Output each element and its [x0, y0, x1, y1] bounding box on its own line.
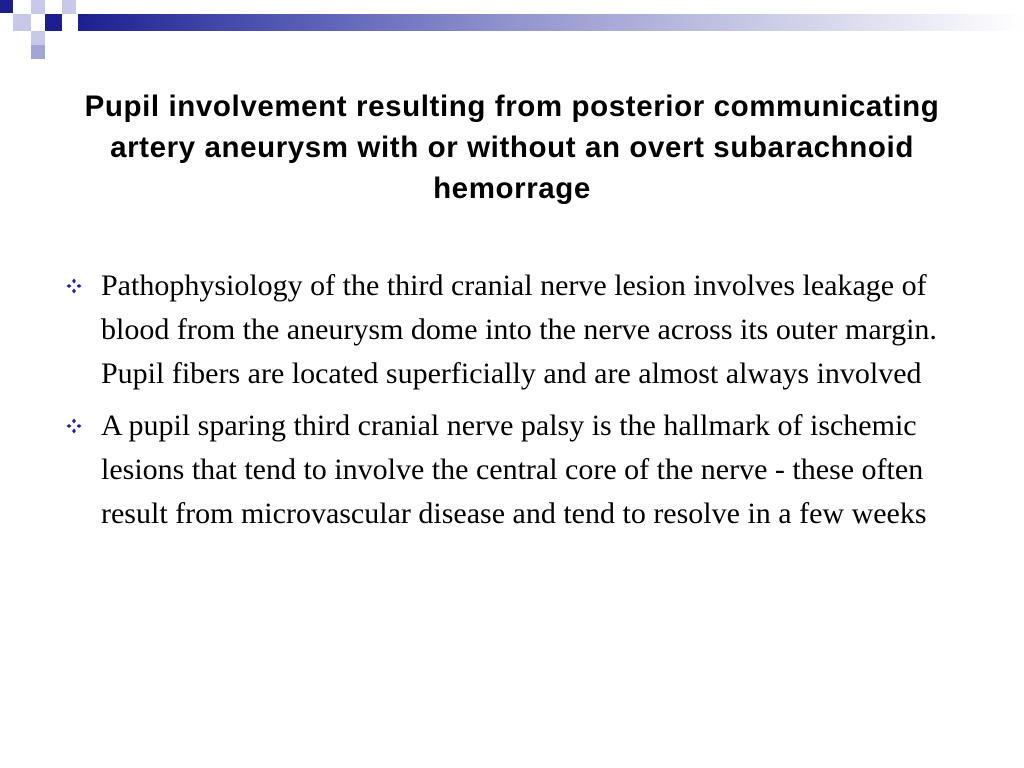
bullet-text: Pathophysiology of the third cranial nerve lesion involves leakage of blood from the aneurysm dome into the nerve across its outer margin. Pupil fibers are located superficially and are almost always involved — [101, 269, 952, 390]
banner-square — [45, 14, 62, 31]
slide-title: Pupil involvement resulting from posterior communicating artery aneurysm with or without an overt subarachnoid hemorrage — [84, 90, 940, 205]
bullet-item — [66, 264, 966, 396]
diamond-bullet-icon — [66, 418, 82, 434]
bullet-item — [66, 404, 966, 536]
banner-square — [31, 31, 45, 45]
banner-square — [62, 0, 76, 14]
banner-gradient-bar — [78, 14, 1024, 31]
decorative-banner — [0, 0, 1024, 64]
bullet-text: A pupil sparing third cranial nerve palsy is the hallmark of ischemic lesions that tend to involve the central core of the nerve - these often result from microvascular disease and tend to resolve in a few weeks — [101, 409, 931, 530]
bullet-list — [66, 264, 966, 544]
banner-square — [13, 14, 31, 31]
diamond-bullet-icon — [66, 278, 82, 294]
banner-square — [31, 0, 45, 14]
banner-square — [0, 0, 13, 13]
banner-square — [31, 45, 45, 59]
